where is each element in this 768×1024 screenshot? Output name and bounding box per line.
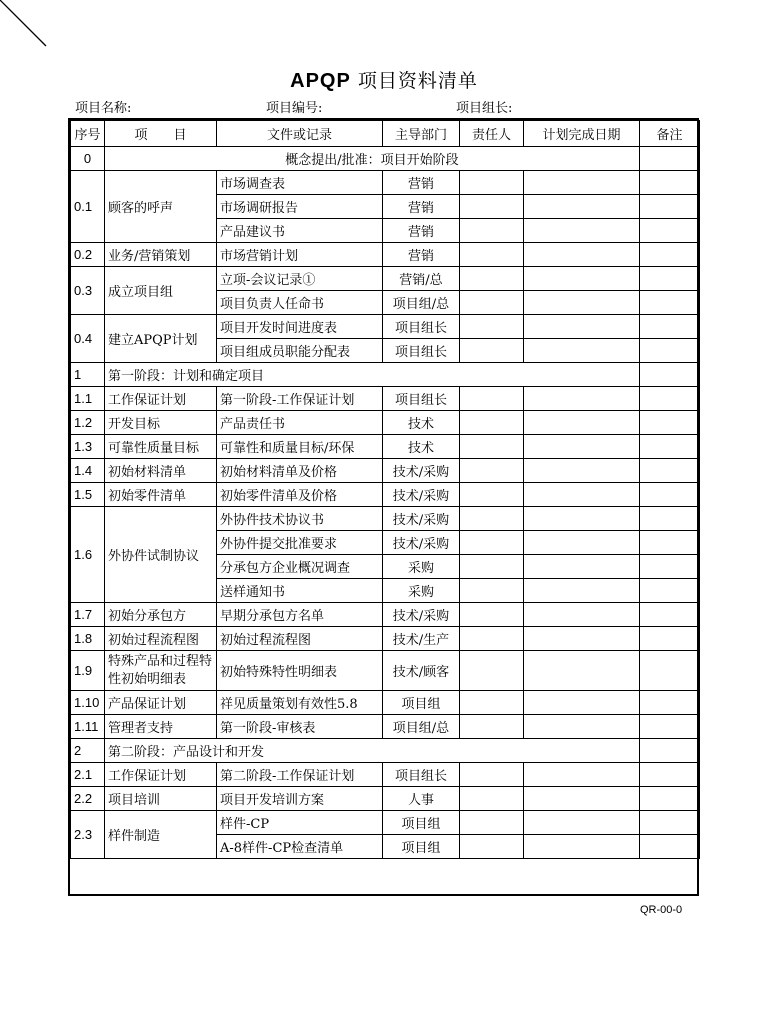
date-cell [524, 339, 640, 363]
row-dept: 营销/总 [383, 267, 460, 291]
row-dept: 项目组长 [383, 387, 460, 411]
row-dept: 技术/采购 [383, 531, 460, 555]
table-row [71, 243, 700, 267]
row-dept: 采购 [383, 579, 460, 603]
row-doc: 产品建议书 [217, 219, 383, 243]
row-no: 0.2 [71, 243, 105, 267]
table-row [71, 411, 700, 435]
row-item: 初始零件清单 [105, 483, 217, 507]
row-dept: 项目组长 [383, 339, 460, 363]
remark-cell [640, 243, 700, 267]
row-doc: 市场调查表 [217, 171, 383, 195]
row-doc: 祥见质量策划有效性5.8 [217, 691, 383, 715]
remark-cell [640, 627, 700, 651]
date-cell [524, 603, 640, 627]
date-cell [524, 483, 640, 507]
row-dept: 项目组长 [383, 315, 460, 339]
date-cell [524, 811, 640, 835]
phase-title: 第二阶段：产品设计和开发 [105, 739, 640, 763]
row-doc: 初始材料清单及价格 [217, 459, 383, 483]
row-item: 业务/营销策划 [105, 243, 217, 267]
row-no: 1.7 [71, 603, 105, 627]
row-no: 1.10 [71, 691, 105, 715]
owner-cell [460, 291, 524, 315]
row-no: 1.1 [71, 387, 105, 411]
date-cell [524, 627, 640, 651]
date-cell [524, 195, 640, 219]
table-row [71, 483, 700, 507]
owner-cell [460, 435, 524, 459]
remark-cell [640, 387, 700, 411]
row-doc: 样件-CP [217, 811, 383, 835]
owner-cell [460, 603, 524, 627]
row-dept: 技术/采购 [383, 603, 460, 627]
row-no: 1.5 [71, 483, 105, 507]
table-row [71, 435, 700, 459]
phase-title: 第一阶段：计划和确定项目 [105, 363, 640, 387]
row-dept: 技术 [383, 411, 460, 435]
row-no: 0.3 [71, 267, 105, 315]
header-owner: 责任人 [460, 121, 524, 147]
row-no: 1.9 [71, 651, 105, 691]
row-no: 0 [71, 147, 105, 171]
date-cell [524, 291, 640, 315]
corner-diagonal-line [0, 0, 60, 60]
row-item: 初始材料清单 [105, 459, 217, 483]
date-cell [524, 267, 640, 291]
row-item: 管理者支持 [105, 715, 217, 739]
table-row [71, 787, 700, 811]
header-row [71, 121, 700, 147]
remark-cell [640, 267, 700, 291]
row-no: 1.2 [71, 411, 105, 435]
remark-cell [640, 691, 700, 715]
remark-cell [640, 291, 700, 315]
remark-cell [640, 195, 700, 219]
row-item: 建立APQP计划 [105, 315, 217, 363]
remark-cell [640, 651, 700, 691]
row-doc: 市场调研报告 [217, 195, 383, 219]
row-dept: 技术/采购 [383, 459, 460, 483]
remark-cell [640, 483, 700, 507]
row-doc: 外协件技术协议书 [217, 507, 383, 531]
owner-cell [460, 507, 524, 531]
row-doc: 项目负责人任命书 [217, 291, 383, 315]
header-doc: 文件或记录 [217, 121, 383, 147]
remark-cell [640, 363, 700, 387]
row-no: 1.11 [71, 715, 105, 739]
row-item: 初始过程流程图 [105, 627, 217, 651]
date-cell [524, 171, 640, 195]
row-doc: 初始零件清单及价格 [217, 483, 383, 507]
row-dept: 采购 [383, 555, 460, 579]
date-cell [524, 387, 640, 411]
owner-cell [460, 315, 524, 339]
header-no: 序号 [71, 121, 105, 147]
date-cell [524, 787, 640, 811]
row-dept: 项目组 [383, 835, 460, 859]
row-doc: 产品责任书 [217, 411, 383, 435]
owner-cell [460, 219, 524, 243]
table-row [71, 763, 700, 787]
row-doc: A-8样件-CP检查清单 [217, 835, 383, 859]
table-row [71, 811, 700, 835]
remark-cell [640, 763, 700, 787]
row-item: 开发目标 [105, 411, 217, 435]
row-no: 1.6 [71, 507, 105, 603]
header-date: 计划完成日期 [524, 121, 640, 147]
row-dept: 技术/顾客 [383, 651, 460, 691]
row-dept: 营销 [383, 219, 460, 243]
table-row [71, 387, 700, 411]
row-no: 1.4 [71, 459, 105, 483]
project-meta [0, 97, 768, 117]
table-row [71, 507, 700, 531]
row-dept: 技术 [383, 435, 460, 459]
row-dept: 项目组/总 [383, 291, 460, 315]
row-doc: 早期分承包方名单 [217, 603, 383, 627]
row-doc: 市场营销计划 [217, 243, 383, 267]
remark-cell [640, 435, 700, 459]
phase-row [71, 739, 700, 763]
row-doc: 项目开发培训方案 [217, 787, 383, 811]
owner-cell [460, 555, 524, 579]
date-cell [524, 579, 640, 603]
row-doc: 第一阶段-工作保证计划 [217, 387, 383, 411]
row-dept: 营销 [383, 171, 460, 195]
date-cell [524, 219, 640, 243]
table-row [71, 651, 700, 691]
owner-cell [460, 651, 524, 691]
row-item: 项目培训 [105, 787, 217, 811]
row-item: 成立项目组 [105, 267, 217, 315]
row-dept: 技术/生产 [383, 627, 460, 651]
row-doc: 第一阶段-审核表 [217, 715, 383, 739]
project-number-label: 项目编号: [266, 101, 323, 116]
date-cell [524, 763, 640, 787]
remark-cell [640, 171, 700, 195]
owner-cell [460, 811, 524, 835]
apqp-checklist-table [70, 120, 700, 859]
row-doc: 外协件提交批准要求 [217, 531, 383, 555]
row-dept: 项目组长 [383, 763, 460, 787]
remark-cell [640, 835, 700, 859]
date-cell [524, 507, 640, 531]
remark-cell [640, 787, 700, 811]
row-item: 初始分承包方 [105, 603, 217, 627]
date-cell [524, 315, 640, 339]
date-cell [524, 435, 640, 459]
owner-cell [460, 579, 524, 603]
owner-cell [460, 411, 524, 435]
owner-cell [460, 763, 524, 787]
row-dept: 营销 [383, 243, 460, 267]
row-no: 1 [71, 363, 105, 387]
owner-cell [460, 835, 524, 859]
phase-row [71, 363, 700, 387]
remark-cell [640, 531, 700, 555]
owner-cell [460, 715, 524, 739]
table-row [71, 315, 700, 339]
owner-cell [460, 531, 524, 555]
date-cell [524, 715, 640, 739]
remark-cell [640, 315, 700, 339]
remark-cell [640, 459, 700, 483]
remark-cell [640, 219, 700, 243]
row-doc: 项目组成员职能分配表 [217, 339, 383, 363]
date-cell [524, 531, 640, 555]
table-row [71, 603, 700, 627]
row-dept: 技术/采购 [383, 507, 460, 531]
remark-cell [640, 811, 700, 835]
remark-cell [640, 603, 700, 627]
row-no: 1.8 [71, 627, 105, 651]
table-row [71, 627, 700, 651]
owner-cell [460, 195, 524, 219]
row-no: 1.3 [71, 435, 105, 459]
row-item: 特殊产品和过程特性初始明细表 [105, 651, 217, 691]
owner-cell [460, 387, 524, 411]
phase-title: 概念提出/批准：项目开始阶段 [105, 147, 640, 171]
row-dept: 项目组 [383, 811, 460, 835]
owner-cell [460, 339, 524, 363]
row-no: 2.1 [71, 763, 105, 787]
date-cell [524, 691, 640, 715]
remark-cell [640, 555, 700, 579]
owner-cell [460, 691, 524, 715]
project-name-label: 项目名称: [75, 101, 132, 116]
header-item: 项 目 [105, 121, 217, 147]
row-no: 0.1 [71, 171, 105, 243]
row-doc: 送样通知书 [217, 579, 383, 603]
row-item: 可靠性质量目标 [105, 435, 217, 459]
date-cell [524, 411, 640, 435]
table-row [71, 171, 700, 195]
row-item: 顾客的呼声 [105, 171, 217, 243]
remark-cell [640, 715, 700, 739]
owner-cell [460, 627, 524, 651]
header-dept: 主导部门 [383, 121, 460, 147]
row-dept: 营销 [383, 195, 460, 219]
owner-cell [460, 267, 524, 291]
owner-cell [460, 459, 524, 483]
row-dept: 技术/采购 [383, 483, 460, 507]
row-dept: 人事 [383, 787, 460, 811]
row-item: 样件制造 [105, 811, 217, 859]
owner-cell [460, 171, 524, 195]
table-row [71, 715, 700, 739]
row-item: 工作保证计划 [105, 763, 217, 787]
row-no: 0.4 [71, 315, 105, 363]
owner-cell [460, 787, 524, 811]
remark-cell [640, 147, 700, 171]
row-no: 2.2 [71, 787, 105, 811]
table-row [71, 691, 700, 715]
phase-row [71, 147, 700, 171]
row-no: 2.3 [71, 811, 105, 859]
row-item: 外协件试制协议 [105, 507, 217, 603]
row-doc: 项目开发时间进度表 [217, 315, 383, 339]
date-cell [524, 243, 640, 267]
table-row [71, 267, 700, 291]
row-doc: 可靠性和质量目标/环保 [217, 435, 383, 459]
header-remark: 备注 [640, 121, 700, 147]
row-dept: 项目组/总 [383, 715, 460, 739]
page-title: APQP 项目资料清单 [290, 70, 478, 92]
row-item: 工作保证计划 [105, 387, 217, 411]
remark-cell [640, 411, 700, 435]
row-no: 2 [71, 739, 105, 763]
row-doc: 分承包方企业概况调查 [217, 555, 383, 579]
table-row [71, 459, 700, 483]
remark-cell [640, 339, 700, 363]
date-cell [524, 555, 640, 579]
row-doc: 初始特殊特性明细表 [217, 651, 383, 691]
owner-cell [460, 243, 524, 267]
date-cell [524, 651, 640, 691]
remark-cell [640, 507, 700, 531]
row-doc: 立项-会议记录① [217, 267, 383, 291]
row-dept: 项目组 [383, 691, 460, 715]
remark-cell [640, 739, 700, 763]
row-item: 产品保证计划 [105, 691, 217, 715]
date-cell [524, 835, 640, 859]
row-doc: 第二阶段-工作保证计划 [217, 763, 383, 787]
team-leader-label: 项目组长: [456, 101, 513, 116]
form-code: QR-00-0 [640, 904, 683, 916]
remark-cell [640, 579, 700, 603]
date-cell [524, 459, 640, 483]
owner-cell [460, 483, 524, 507]
row-doc: 初始过程流程图 [217, 627, 383, 651]
